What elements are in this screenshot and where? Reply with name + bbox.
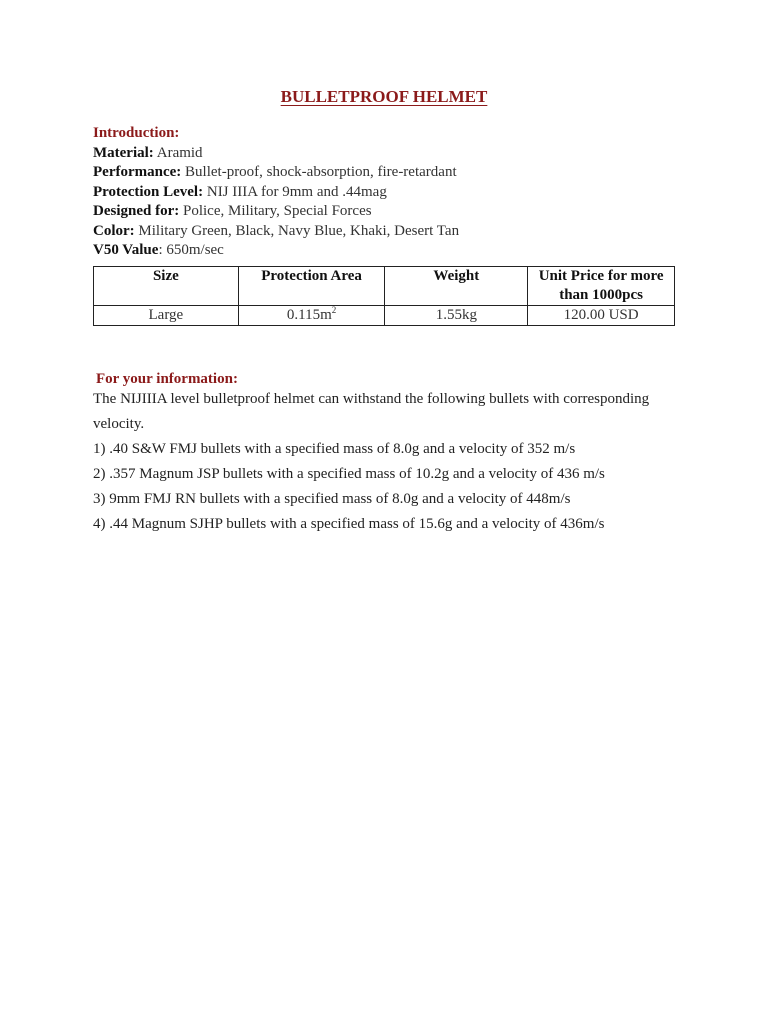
table-row (94, 306, 675, 326)
spec-protection-level (93, 183, 459, 203)
spec-value: Aramid (153, 144, 203, 161)
area-exponent: 2 (331, 305, 337, 315)
cell-size: Large (94, 306, 239, 326)
info-section (93, 387, 683, 537)
spec-label: Performance: (93, 164, 182, 180)
spec-value: NIJ IIIA for 9mm and .44mag (203, 183, 387, 200)
spec-material (93, 144, 459, 164)
spec-performance (93, 163, 459, 183)
header-size: Size (94, 267, 239, 306)
cell-weight: 1.55kg (385, 306, 528, 326)
spec-label: Protection Level: (93, 183, 204, 200)
bullet-item: 2) .357 Magnum JSP bullets with a specified mass of 10.2g and a velocity of 436 m/s (93, 466, 605, 482)
spec-label: V50 Value (93, 242, 159, 258)
bullet-item: 3) 9mm FMJ RN bullets with a specified mass of 8.0g and a velocity of 448m/s (93, 491, 571, 507)
introduction-heading: Introduction: (93, 125, 180, 141)
introduction-section (93, 124, 459, 261)
bullet-item: 4) .44 Magnum SJHP bullets with a specified mass of 15.6g and a velocity of 436m/s (93, 516, 605, 532)
bullet-item: 1) .40 S&W FMJ bullets with a specified mass of 8.0g and a velocity of 352 m/s (93, 441, 576, 457)
header-unit-price: Unit Price for more than 1000pcs (528, 267, 675, 306)
document-title: BULLETPROOF HELMET (280, 87, 488, 106)
spec-color (93, 222, 459, 242)
spec-value: Police, Military, Special Forces (179, 203, 372, 219)
spec-label: Color: (93, 222, 135, 239)
spec-value: Military Green, Black, Navy Blue, Khaki, Desert Tan (134, 222, 460, 239)
header-protection-area: Protection Area (238, 267, 385, 306)
spec-table (93, 266, 675, 326)
spec-value: : 650m/sec (158, 242, 224, 258)
cell-unit-price: 120.00 USD (528, 306, 675, 326)
header-weight: Weight (385, 267, 528, 306)
spec-value: Bullet-proof, shock-absorption, fire-retardant (181, 164, 457, 180)
spec-label: Designed for: (93, 203, 180, 219)
spec-v50-value (93, 241, 459, 261)
table-header-row (94, 267, 675, 306)
cell-protection-area (238, 306, 385, 326)
info-paragraph: The NIJIIIA level bulletproof helmet can withstand the following bullets with corresponding velocity. (93, 391, 650, 432)
spec-label: Material: (93, 144, 154, 161)
spec-designed-for (93, 202, 459, 222)
area-value: 0.115m (286, 307, 332, 323)
info-heading: For your information: (96, 371, 238, 387)
